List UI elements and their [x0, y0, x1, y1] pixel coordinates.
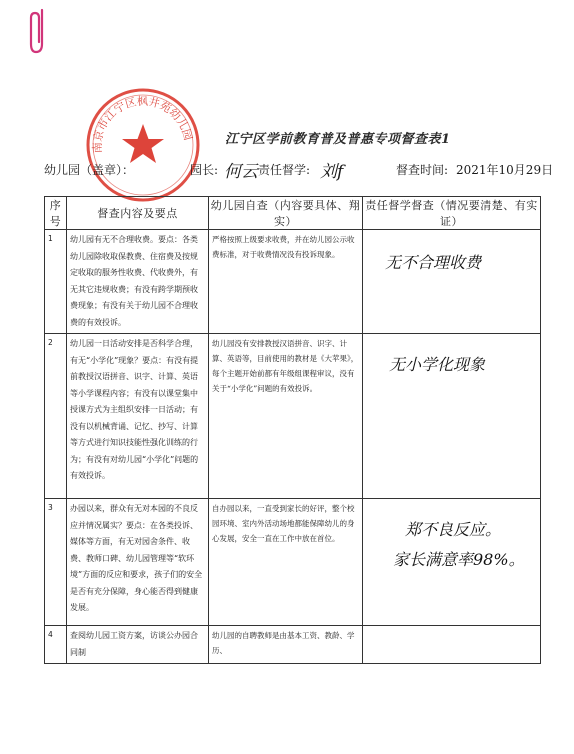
row-number: 3 [45, 499, 67, 626]
supervisor-note-cell [363, 334, 541, 499]
principal-signature: 何云 [224, 162, 258, 182]
page-title: 江宁区学前教育普及普惠专项督查表1 [225, 132, 451, 147]
self-check-cell [209, 626, 363, 664]
kindergarten-label: 幼儿园（盖章）： [44, 163, 135, 177]
kindergarten-seal [84, 86, 202, 204]
principal-label: 园长: [190, 163, 219, 177]
self-check-cell [209, 334, 363, 499]
self-check-text: 幼儿园没有安排教授汉语拼音、识字、计算、英语等，目前使用的教材是《大苹果》，每个主题开始前都有年级组课程审议，没有关于“小学化”问题的有效投诉。 [212, 339, 359, 393]
table-row [45, 499, 541, 626]
paper-clip-icon [28, 8, 50, 56]
self-check-cell [209, 230, 363, 334]
row-number: 2 [45, 334, 67, 499]
self-check-text: 自办园以来，一直受到家长的好评，整个校园环境、室内外活动场地都能保障幼儿的身心发展，安全一直在工作中放在首位。 [212, 504, 355, 543]
inspection-content: 办园以来，群众有无对本园的不良反应并情况属实？要点：在各类投诉、媒体等方面，有无对园舍条件、收费、教师口碑、幼儿园管理等“软环境”方面的反应和要求，孩子们的安全是否有充分保障，身心能否得到健康发展。 [70, 504, 203, 612]
table-header-row [45, 197, 541, 230]
inspection-content-cell [67, 230, 209, 334]
seal-text: 南京市江宁区枫井苑幼儿园 [90, 94, 195, 154]
inspection-content: 幼儿园有无不合理收费。要点：各类幼儿园除收取保教费、住宿费及按规定收取的服务性收费、代收费外，有无其它违规收费；有没有跨学期预收费现象；有没有关于幼儿园不合理收费的有效投诉。 [70, 235, 198, 327]
supervisor-note-cell [363, 626, 541, 664]
supervisor-handwriting: 郑不良反应。 [405, 520, 502, 539]
supervisor-label: 责任督学: [258, 163, 311, 177]
supervisor-handwriting: 家长满意率98%。 [393, 550, 525, 569]
self-check-text: 严格按照上级要求收费，并在幼儿园公示收费标准，对于收费情况没有投诉现象。 [212, 235, 355, 259]
column-header: 责任督学督查（情况要清楚、有实证） [363, 197, 541, 230]
supervisor-note-cell [363, 499, 541, 626]
table-row [45, 230, 541, 334]
table-row [45, 626, 541, 664]
inspection-content-cell [67, 334, 209, 499]
supervisor-handwriting: 无小学化现象 [389, 355, 486, 374]
row-number: 1 [45, 230, 67, 334]
inspection-content-cell [67, 499, 209, 626]
inspection-content: 查阅幼儿园工资方案，访谈公办园合同制 [70, 631, 198, 657]
inspection-table [44, 196, 541, 664]
self-check-text: 幼儿园的自聘教师是由基本工资、教龄、学历、 [212, 631, 355, 655]
inspection-content: 幼儿园一日活动安排是否科学合理，有无“小学化”现象？要点：有没有提前教授汉语拼音、识字、计算、英语等小学课程内容；有没有以课堂集中授课方式为主组织安排一日活动；有没有以机械背诵、记忆、抄写、计算等方式进行知识技能性强化训练的行为；有没有对幼儿园“小学化”问题的有效投诉。 [70, 339, 199, 480]
self-check-cell [209, 499, 363, 626]
supervisor-note-cell [363, 230, 541, 334]
table-row [45, 334, 541, 499]
column-header: 幼儿园自查（内容要具体、翔实） [209, 197, 363, 230]
date-value: 2021年10月29日 [456, 163, 554, 177]
supervisor-signature: 刘f [320, 162, 344, 182]
supervisor-handwriting: 无不合理收费 [385, 253, 482, 272]
column-header: 督查内容及要点 [67, 197, 209, 230]
info-line [44, 161, 554, 182]
date-label: 督查时间: [396, 163, 449, 177]
row-number: 4 [45, 626, 67, 664]
column-header: 序号 [45, 197, 67, 230]
inspection-content-cell [67, 626, 209, 664]
